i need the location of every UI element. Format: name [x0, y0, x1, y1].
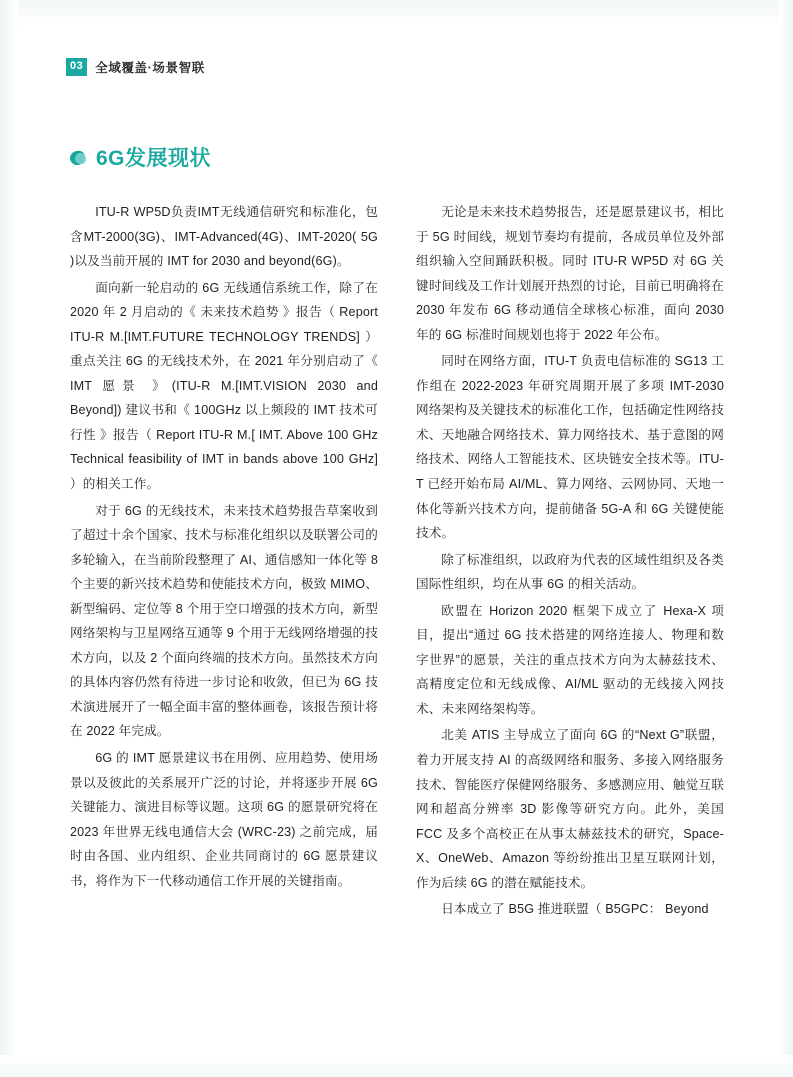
paragraph: 北美 ATIS 主导成立了面向 6G 的“Next G”联盟，着力开展支持 AI 的高级网络和服务、多接入网络服务技术、智能医疗保健网络服务、多感测应用、触觉互联网和超高分辨率 3D 影像等研究方向。此外，美国 FCC 及多个高校正在从事太赫兹技术的研究，Space-X、OneWeb、Amazon 等纷纷推出卫星互联网计划，作为后续 6G 的潜在赋能技术。 — [416, 728, 724, 890]
section-title: 6G发展现状 — [96, 147, 212, 170]
paragraph: 同时在网络方面，ITU-T 负责电信标准的 SG13 工作组在 2022-2023 年研究周期开展了多项 IMT-2030 网络架构及关键技术的标准化工作，包括确定性网络技术、天地融合网络技术、算力网络技术、基于意图的网络技术、网络人工智能技术、区块链安全技术等。ITU-T 已经开始布局 AI/ML、算力网络、云网协同、天地一体化等新兴技术方向，提前储备 5G-A 和 6G 关键使能技术。 — [416, 354, 724, 541]
paragraph: 面向新一轮启动的 6G 无线通信系统工作，除了在 2020 年 2 月启动的《 未来技术趋势 》报告（ Report ITU-R M.[IMT.FUTURE TECHNOLOGY TRENDS] ）重点关注 6G 的无线技术外，在 2021 年分别启动了《 IMT 愿景 》(ITU-R M.[IMT.VISION 2030 and Beyond]) 建议书和《 100GHz 以上频段的 IMT 技术可行性 》报告（ Report ITU-R M.[ IMT. Above 100 GHz Technical feasibility of IMT in bands above 100 GHz] ）的相关工作。 — [70, 280, 378, 492]
paragraph: 6G 的 IMT 愿景建议书在用例、应用趋势、使用场景以及彼此的关系展开广泛的讨论，并将逐步开展 6G 关键能力、演进目标等议题。这项 6G 的愿景研究将在 2023 年世界无线电通信大会 (WRC-23) 之前完成，届时由各国、业内组织、企业共同商讨的 6G 愿景建议书，将作为下一代移动通信工作开展的关键指南。 — [70, 751, 378, 888]
chapter-title: 全域覆盖·场景智联 — [95, 61, 205, 75]
running-header — [66, 58, 205, 76]
page-right-edge — [779, 0, 793, 1077]
body-columns — [70, 200, 725, 922]
paragraph: 除了标准组织，以政府为代表的区域性组织及各类国际性组织，均在从事 6G 的相关活动。 — [416, 552, 724, 592]
page-left-edge — [0, 0, 18, 1077]
chapter-number-badge: 03 — [66, 58, 87, 76]
paragraph: 无论是未来技术趋势报告，还是愿景建议书，相比于 5G 时间线，规划节奏均有提前，各成员单位及外部组织输入空间踊跃积极。同时 ITU-R WP5D 对 6G 关键时间线及工作计划展开热烈的讨论，目前已明确将在 2030 年发布 6G 移动通信全球核心标准，面向 2030 年的 6G 标准时间规划也将于 2022 年公布。 — [416, 205, 724, 342]
page-top-edge — [0, 0, 793, 26]
paragraph: 欧盟在 Horizon 2020 框架下成立了 Hexa-X 项目，提出“通过 6G 技术搭建的网络连接人、物理和数字世界”的愿景，关注的重点技术方向为太赫兹技术、高精度定位和无线成像、AI/ML 驱动的无线接入网技术、未来网络架构等。 — [416, 603, 724, 716]
paragraph: 对于 6G 的无线技术，未来技术趋势报告草案收到了超过十余个国家、技术与标准化组织以及联署公司的多轮输入，在当前阶段整理了 AI、通信感知一体化等 8 个主要的新兴技术趋势和使能技术方向，极致 MIMO、新型编码、定位等 8 个用于空口增强的技术方向，新型网络架构与卫星网络互通等 9 个用于无线网络增强的技术方向，以及 2 个面向终端的技术方向。虽然技术方向的具体内容仍然有待进一步讨论和收敛，但已为 6G 技术演进展开了一幅全面丰富的整体画卷，该报告预计将在 2022 年完成。 — [70, 503, 378, 739]
paragraph: ITU-R WP5D负责IMT无线通信研究和标准化，包含MT-2000(3G)、IMT-Advanced(4G)、IMT-2020( 5G )以及当前开展的 IMT for 2030 and beyond(6G)。 — [70, 205, 378, 269]
leaf-icon — [70, 149, 87, 166]
section-heading — [70, 142, 211, 172]
page-bottom-edge — [0, 1055, 793, 1077]
right-column — [416, 200, 724, 922]
paragraph: 日本成立了 B5G 推进联盟（ B5GPC： Beyond — [441, 902, 709, 917]
left-column — [70, 200, 378, 922]
